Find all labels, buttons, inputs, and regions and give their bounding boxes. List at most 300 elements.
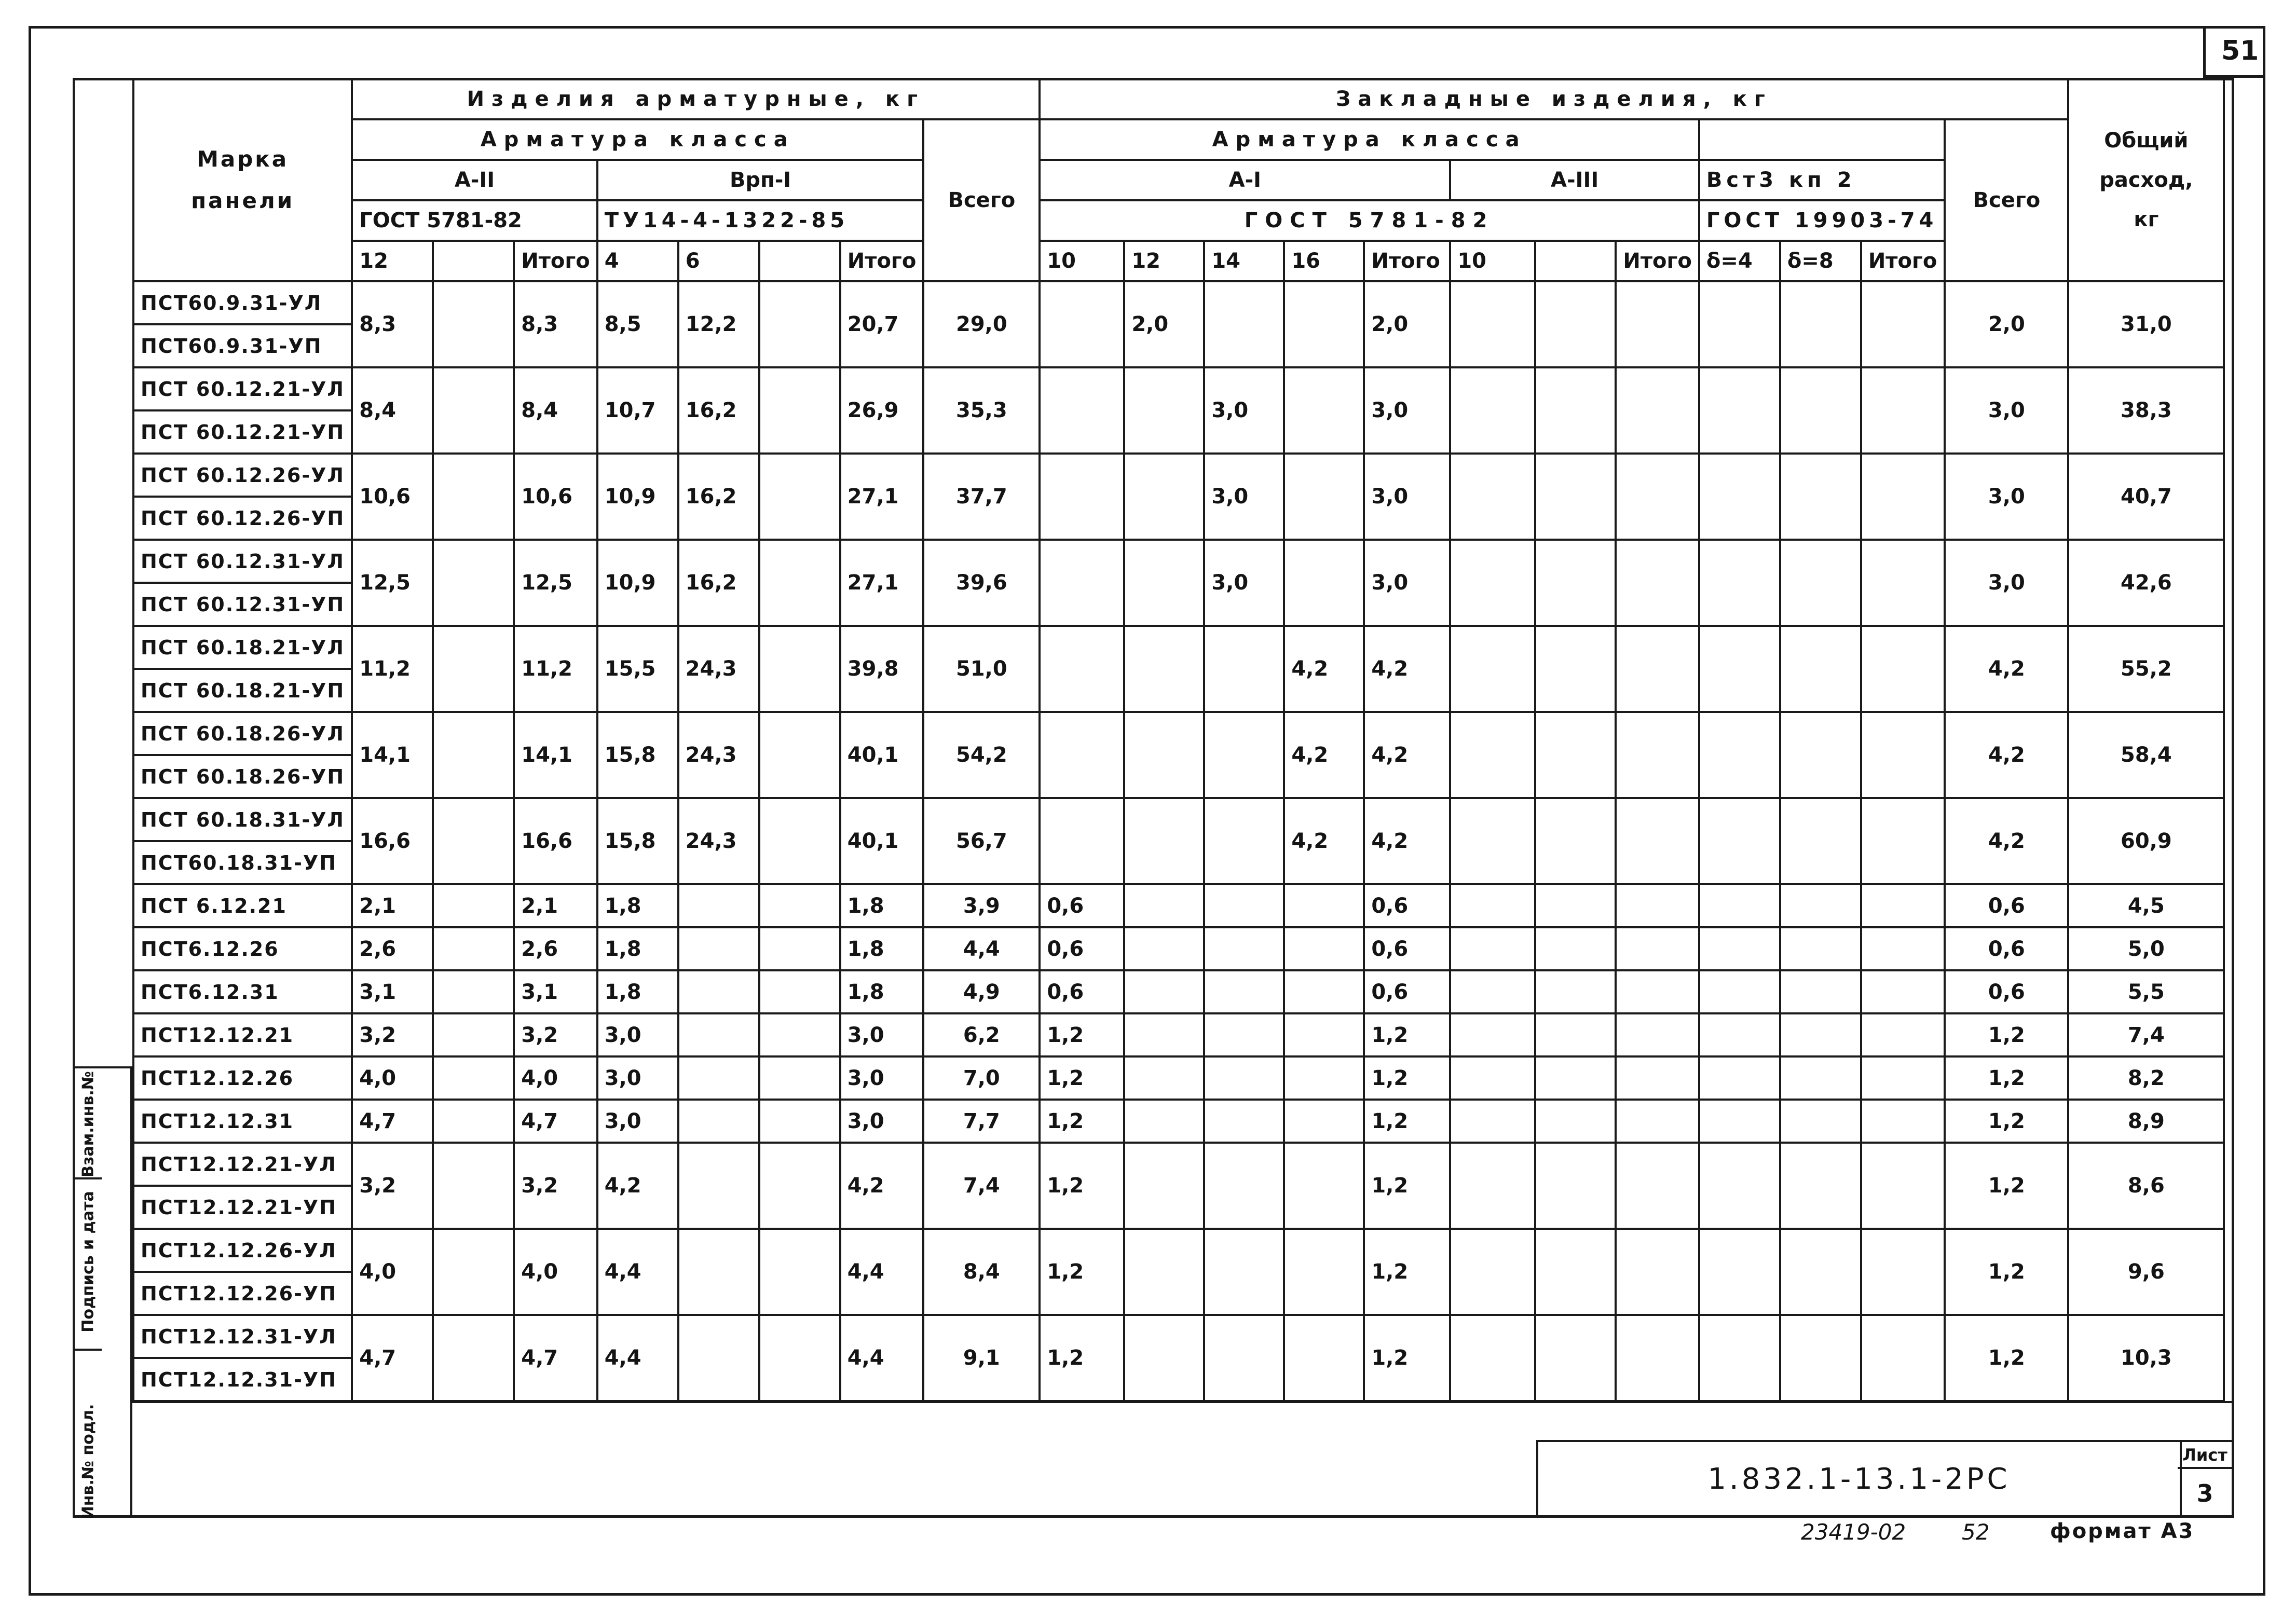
cell-vsego-2: 4,2 bbox=[1945, 798, 2068, 884]
cell-a1-16 bbox=[1284, 1100, 1364, 1143]
cell-marka: ПСТ60.9.31-УЛ bbox=[133, 281, 352, 324]
cell-obshiy: 55,2 bbox=[2068, 626, 2224, 712]
cell-marka: ПСТ6.12.31 bbox=[133, 970, 352, 1013]
cell-vrp-blank bbox=[759, 626, 840, 712]
cell-vsego-1: 54,2 bbox=[923, 712, 1040, 798]
cell-a3-blank bbox=[1535, 884, 1616, 927]
cell-obshiy: 38,3 bbox=[2068, 367, 2224, 454]
cell-a1-12 bbox=[1124, 1315, 1204, 1401]
cell-vst-d4 bbox=[1699, 1056, 1780, 1100]
cell-marka: ПСТ 6.12.21 bbox=[133, 884, 352, 927]
cell-vrp-itogo: 1,8 bbox=[840, 970, 924, 1013]
cell-a2-12: 3,2 bbox=[352, 1013, 433, 1056]
header-marka: Марка панели bbox=[133, 79, 352, 281]
cell-a2-12: 3,2 bbox=[352, 1143, 433, 1229]
cell-vrp-6 bbox=[678, 927, 759, 970]
sub-a3-blank bbox=[1535, 241, 1616, 281]
cell-marka: ПСТ12.12.26-УЛ bbox=[133, 1229, 352, 1272]
cell-marka: ПСТ12.12.21-УЛ bbox=[133, 1143, 352, 1186]
cell-a2-blank bbox=[433, 367, 514, 454]
cell-a3-itogo bbox=[1616, 1315, 1699, 1401]
cell-a1-14: 3,0 bbox=[1204, 540, 1284, 626]
cell-vrp-6: 24,3 bbox=[678, 626, 759, 712]
sheet-number: 51 bbox=[2221, 35, 2259, 66]
cell-vrp-6 bbox=[678, 1229, 759, 1315]
cell-a2-itogo: 10,6 bbox=[514, 454, 597, 540]
cell-a3-itogo bbox=[1616, 927, 1699, 970]
cell-a2-itogo: 3,2 bbox=[514, 1013, 597, 1056]
cell-a3-10 bbox=[1450, 540, 1535, 626]
cell-a2-12: 16,6 bbox=[352, 798, 433, 884]
side-label-inv: Инв.№ подл. bbox=[79, 1404, 98, 1519]
header-gost-5781-a: ГОСТ 5781-82 bbox=[352, 200, 597, 241]
cell-a3-itogo bbox=[1616, 1100, 1699, 1143]
table-row bbox=[133, 540, 2224, 583]
cell-vst-d4 bbox=[1699, 1013, 1780, 1056]
cell-a1-10: 1,2 bbox=[1040, 1100, 1124, 1143]
cell-marka: ПСТ60.18.31-УП bbox=[133, 841, 352, 884]
cell-vst-itogo bbox=[1861, 1013, 1945, 1056]
cell-vrp-blank bbox=[759, 1056, 840, 1100]
cell-a2-12: 8,3 bbox=[352, 281, 433, 367]
cell-marka: ПСТ6.12.26 bbox=[133, 927, 352, 970]
cell-vst-d4 bbox=[1699, 454, 1780, 540]
cell-a3-itogo bbox=[1616, 970, 1699, 1013]
cell-vst-d8 bbox=[1780, 626, 1861, 712]
sub-a3-10: 10 bbox=[1450, 241, 1535, 281]
cell-a2-12: 4,0 bbox=[352, 1056, 433, 1100]
cell-a1-12 bbox=[1124, 1143, 1204, 1229]
table-row bbox=[133, 712, 2224, 755]
cell-vst-itogo bbox=[1861, 454, 1945, 540]
cell-marka: ПСТ12.12.31 bbox=[133, 1100, 352, 1143]
cell-vsego-1: 6,2 bbox=[923, 1013, 1040, 1056]
cell-vrp-4: 3,0 bbox=[597, 1013, 678, 1056]
cell-a1-14 bbox=[1204, 884, 1284, 927]
cell-vrp-6 bbox=[678, 1013, 759, 1056]
cell-vrp-4: 3,0 bbox=[597, 1100, 678, 1143]
cell-a2-itogo: 4,0 bbox=[514, 1056, 597, 1100]
cell-marka: ПСТ 60.18.26-УП bbox=[133, 755, 352, 798]
sub-a3-itogo: Итого bbox=[1616, 241, 1699, 281]
cell-a2-12: 11,2 bbox=[352, 626, 433, 712]
sub-vrp-blank bbox=[759, 241, 840, 281]
cell-vrp-itogo: 4,4 bbox=[840, 1315, 924, 1401]
table-row bbox=[133, 1315, 2224, 1358]
cell-a1-itogo: 0,6 bbox=[1364, 970, 1450, 1013]
cell-vrp-6: 12,2 bbox=[678, 281, 759, 367]
footer-format: формат А3 bbox=[2050, 1519, 2195, 1543]
cell-vrp-blank bbox=[759, 798, 840, 884]
cell-a3-itogo bbox=[1616, 1056, 1699, 1100]
cell-obshiy: 4,5 bbox=[2068, 884, 2224, 927]
cell-a2-blank bbox=[433, 1229, 514, 1315]
cell-a3-itogo bbox=[1616, 626, 1699, 712]
sub-vst-d4: δ=4 bbox=[1699, 241, 1780, 281]
cell-obshiy: 31,0 bbox=[2068, 281, 2224, 367]
cell-vsego-1: 37,7 bbox=[923, 454, 1040, 540]
footer-num: 52 bbox=[1962, 1519, 1990, 1545]
header-armatura-klassa-2: Арматура класса bbox=[1040, 119, 1699, 160]
cell-vsego-2: 4,2 bbox=[1945, 712, 2068, 798]
cell-a1-itogo: 3,0 bbox=[1364, 540, 1450, 626]
cell-a3-10 bbox=[1450, 1100, 1535, 1143]
cell-a2-blank bbox=[433, 884, 514, 927]
cell-a1-12 bbox=[1124, 1013, 1204, 1056]
cell-vrp-6 bbox=[678, 1315, 759, 1401]
cell-a2-blank bbox=[433, 1100, 514, 1143]
cell-vst-d8 bbox=[1780, 540, 1861, 626]
cell-a1-10: 0,6 bbox=[1040, 970, 1124, 1013]
cell-a3-blank bbox=[1535, 281, 1616, 367]
cell-a3-itogo bbox=[1616, 1143, 1699, 1229]
cell-a2-12: 3,1 bbox=[352, 970, 433, 1013]
cell-a2-blank bbox=[433, 1315, 514, 1401]
cell-vrp-4: 10,9 bbox=[597, 540, 678, 626]
cell-a3-itogo bbox=[1616, 884, 1699, 927]
cell-vst-d4 bbox=[1699, 1100, 1780, 1143]
cell-vrp-6 bbox=[678, 1143, 759, 1229]
cell-vsego-1: 9,1 bbox=[923, 1315, 1040, 1401]
cell-marka: ПСТ 60.12.31-УЛ bbox=[133, 540, 352, 583]
cell-vst-d8 bbox=[1780, 367, 1861, 454]
cell-a2-12: 4,0 bbox=[352, 1229, 433, 1315]
cell-a1-itogo: 4,2 bbox=[1364, 798, 1450, 884]
cell-vst-itogo bbox=[1861, 281, 1945, 367]
cell-a1-14 bbox=[1204, 927, 1284, 970]
cell-a1-10 bbox=[1040, 798, 1124, 884]
table-row bbox=[133, 884, 2224, 927]
footer-doc: 23419-02 bbox=[1801, 1519, 1906, 1545]
cell-vst-d4 bbox=[1699, 1143, 1780, 1229]
table-row bbox=[133, 1056, 2224, 1100]
cell-a3-10 bbox=[1450, 798, 1535, 884]
sub-a1-14: 14 bbox=[1204, 241, 1284, 281]
cell-a3-10 bbox=[1450, 712, 1535, 798]
cell-a1-12 bbox=[1124, 626, 1204, 712]
cell-a1-14 bbox=[1204, 281, 1284, 367]
cell-vrp-6: 24,3 bbox=[678, 712, 759, 798]
cell-vst-d8 bbox=[1780, 970, 1861, 1013]
cell-vst-d8 bbox=[1780, 884, 1861, 927]
table-row bbox=[133, 454, 2224, 497]
header-armatura-klassa-1: Арматура класса bbox=[352, 119, 923, 160]
side-label-podpis: Подпись и дата bbox=[79, 1191, 98, 1333]
table-row bbox=[133, 970, 2224, 1013]
cell-vrp-6: 16,2 bbox=[678, 367, 759, 454]
cell-a1-14: 3,0 bbox=[1204, 367, 1284, 454]
cell-a2-itogo: 16,6 bbox=[514, 798, 597, 884]
cell-a3-10 bbox=[1450, 1143, 1535, 1229]
cell-marka: ПСТ 60.12.21-УП bbox=[133, 410, 352, 454]
header-izdelia-armaturnye: Изделия арматурные, кг bbox=[352, 79, 1040, 119]
bottom-rule bbox=[132, 1401, 2234, 1403]
cell-vrp-itogo: 26,9 bbox=[840, 367, 924, 454]
cell-a2-12: 12,5 bbox=[352, 540, 433, 626]
cell-a2-itogo: 4,7 bbox=[514, 1100, 597, 1143]
spec-table bbox=[132, 78, 2225, 1402]
cell-vrp-4: 4,2 bbox=[597, 1143, 678, 1229]
cell-vsego-1: 7,0 bbox=[923, 1056, 1040, 1100]
cell-a1-12 bbox=[1124, 454, 1204, 540]
cell-obshiy: 40,7 bbox=[2068, 454, 2224, 540]
cell-a1-itogo: 1,2 bbox=[1364, 1229, 1450, 1315]
cell-vrp-4: 15,8 bbox=[597, 798, 678, 884]
cell-a1-12 bbox=[1124, 798, 1204, 884]
cell-vrp-6: 16,2 bbox=[678, 540, 759, 626]
cell-marka: ПСТ12.12.31-УП bbox=[133, 1358, 352, 1401]
cell-a3-itogo bbox=[1616, 1229, 1699, 1315]
cell-a1-14 bbox=[1204, 1056, 1284, 1100]
table-row bbox=[133, 1013, 2224, 1056]
header-vsego-2: Всего bbox=[1945, 119, 2068, 281]
cell-a1-10: 0,6 bbox=[1040, 884, 1124, 927]
cell-a3-blank bbox=[1535, 1100, 1616, 1143]
cell-vrp-itogo: 40,1 bbox=[840, 712, 924, 798]
cell-a3-blank bbox=[1535, 367, 1616, 454]
cell-a1-14 bbox=[1204, 1143, 1284, 1229]
cell-a1-12 bbox=[1124, 540, 1204, 626]
cell-a3-itogo bbox=[1616, 367, 1699, 454]
cell-a2-blank bbox=[433, 626, 514, 712]
cell-obshiy: 5,5 bbox=[2068, 970, 2224, 1013]
cell-a1-itogo: 1,2 bbox=[1364, 1013, 1450, 1056]
table-row bbox=[133, 798, 2224, 841]
header-zakladnye: Закладные изделия, кг bbox=[1040, 79, 2068, 119]
cell-a1-16 bbox=[1284, 367, 1364, 454]
stamp-list-label: Лист bbox=[2178, 1442, 2232, 1469]
cell-vrp-itogo: 4,4 bbox=[840, 1229, 924, 1315]
sub-a1-16: 16 bbox=[1284, 241, 1364, 281]
cell-obshiy: 8,9 bbox=[2068, 1100, 2224, 1143]
cell-a2-12: 8,4 bbox=[352, 367, 433, 454]
cell-a1-14 bbox=[1204, 1229, 1284, 1315]
cell-marka: ПСТ 60.18.21-УЛ bbox=[133, 626, 352, 669]
cell-obshiy: 42,6 bbox=[2068, 540, 2224, 626]
cell-vrp-blank bbox=[759, 1229, 840, 1315]
cell-vsego-1: 7,7 bbox=[923, 1100, 1040, 1143]
cell-a1-itogo: 1,2 bbox=[1364, 1100, 1450, 1143]
side-label-vzam: Взам.инв.№ bbox=[79, 1071, 98, 1177]
cell-a2-blank bbox=[433, 1056, 514, 1100]
cell-a1-itogo: 1,2 bbox=[1364, 1315, 1450, 1401]
cell-marka: ПСТ 60.12.31-УП bbox=[133, 583, 352, 626]
cell-vrp-6: 16,2 bbox=[678, 454, 759, 540]
cell-vst-d8 bbox=[1780, 1315, 1861, 1401]
cell-vrp-blank bbox=[759, 1013, 840, 1056]
cell-obshiy: 10,3 bbox=[2068, 1315, 2224, 1401]
cell-vrp-4: 15,5 bbox=[597, 626, 678, 712]
cell-vrp-4: 15,8 bbox=[597, 712, 678, 798]
cell-vrp-6 bbox=[678, 1100, 759, 1143]
cell-vrp-itogo: 39,8 bbox=[840, 626, 924, 712]
cell-a1-10: 1,2 bbox=[1040, 1013, 1124, 1056]
sub-vrp-4: 4 bbox=[597, 241, 678, 281]
table-row bbox=[133, 1100, 2224, 1143]
cell-vst-d4 bbox=[1699, 712, 1780, 798]
cell-marka: ПСТ60.9.31-УП bbox=[133, 324, 352, 367]
cell-vsego-2: 1,2 bbox=[1945, 1056, 2068, 1100]
cell-a1-16 bbox=[1284, 1056, 1364, 1100]
cell-vrp-blank bbox=[759, 970, 840, 1013]
cell-vrp-itogo: 1,8 bbox=[840, 884, 924, 927]
cell-vst-d8 bbox=[1780, 281, 1861, 367]
cell-marka: ПСТ12.12.26-УП bbox=[133, 1272, 352, 1315]
cell-vrp-itogo: 1,8 bbox=[840, 927, 924, 970]
cell-a3-10 bbox=[1450, 626, 1535, 712]
cell-marka: ПСТ 60.18.31-УЛ bbox=[133, 798, 352, 841]
cell-marka: ПСТ 60.12.26-УП bbox=[133, 497, 352, 540]
cell-vst-itogo bbox=[1861, 540, 1945, 626]
cell-a1-itogo: 1,2 bbox=[1364, 1056, 1450, 1100]
cell-a3-blank bbox=[1535, 1056, 1616, 1100]
cell-vst-d4 bbox=[1699, 1229, 1780, 1315]
cell-vrp-4: 1,8 bbox=[597, 970, 678, 1013]
sub-a1-itogo: Итого bbox=[1364, 241, 1450, 281]
cell-vst-d4 bbox=[1699, 798, 1780, 884]
cell-vsego-2: 3,0 bbox=[1945, 540, 2068, 626]
cell-a3-10 bbox=[1450, 1229, 1535, 1315]
cell-a3-blank bbox=[1535, 712, 1616, 798]
cell-obshiy: 60,9 bbox=[2068, 798, 2224, 884]
cell-obshiy: 9,6 bbox=[2068, 1229, 2224, 1315]
cell-vrp-itogo: 4,2 bbox=[840, 1143, 924, 1229]
cell-a1-12 bbox=[1124, 970, 1204, 1013]
cell-vrp-4: 10,9 bbox=[597, 454, 678, 540]
cell-marka: ПСТ 60.18.21-УП bbox=[133, 669, 352, 712]
cell-vst-d4 bbox=[1699, 367, 1780, 454]
cell-a1-16 bbox=[1284, 927, 1364, 970]
cell-vrp-4: 1,8 bbox=[597, 927, 678, 970]
header-a2: А-II bbox=[352, 160, 597, 200]
stamp-code: 1.832.1-13.1-2РС bbox=[1538, 1442, 2182, 1516]
cell-vst-itogo bbox=[1861, 1315, 1945, 1401]
cell-vrp-4: 1,8 bbox=[597, 884, 678, 927]
cell-a3-blank bbox=[1535, 1229, 1616, 1315]
cell-a1-10 bbox=[1040, 626, 1124, 712]
cell-obshiy: 58,4 bbox=[2068, 712, 2224, 798]
cell-a2-itogo: 8,4 bbox=[514, 367, 597, 454]
cell-a3-blank bbox=[1535, 927, 1616, 970]
cell-vst-d8 bbox=[1780, 1143, 1861, 1229]
cell-a2-12: 2,6 bbox=[352, 927, 433, 970]
cell-a1-10: 0,6 bbox=[1040, 927, 1124, 970]
cell-vst-d8 bbox=[1780, 454, 1861, 540]
cell-a1-16 bbox=[1284, 884, 1364, 927]
cell-a3-10 bbox=[1450, 281, 1535, 367]
cell-vst-itogo bbox=[1861, 1056, 1945, 1100]
cell-a1-12 bbox=[1124, 884, 1204, 927]
cell-a1-16 bbox=[1284, 1229, 1364, 1315]
cell-obshiy: 8,6 bbox=[2068, 1143, 2224, 1229]
cell-a2-itogo: 8,3 bbox=[514, 281, 597, 367]
cell-a3-blank bbox=[1535, 970, 1616, 1013]
cell-a3-itogo bbox=[1616, 540, 1699, 626]
cell-vst-d8 bbox=[1780, 712, 1861, 798]
cell-vst-d8 bbox=[1780, 1056, 1861, 1100]
cell-a1-14 bbox=[1204, 626, 1284, 712]
cell-a2-12: 14,1 bbox=[352, 712, 433, 798]
cell-vrp-blank bbox=[759, 712, 840, 798]
cell-vrp-4: 8,5 bbox=[597, 281, 678, 367]
cell-vst-itogo bbox=[1861, 626, 1945, 712]
cell-vsego-2: 0,6 bbox=[1945, 927, 2068, 970]
cell-vsego-2: 3,0 bbox=[1945, 367, 2068, 454]
table-row bbox=[133, 927, 2224, 970]
cell-a2-blank bbox=[433, 970, 514, 1013]
sub-vrp-itogo: Итого bbox=[840, 241, 924, 281]
cell-a2-blank bbox=[433, 798, 514, 884]
cell-vrp-6 bbox=[678, 970, 759, 1013]
header-vst3: Вст3 кп 2 bbox=[1699, 160, 1945, 200]
cell-obshiy: 8,2 bbox=[2068, 1056, 2224, 1100]
cell-vsego-2: 1,2 bbox=[1945, 1143, 2068, 1229]
cell-vsego-1: 4,4 bbox=[923, 927, 1040, 970]
cell-a1-12 bbox=[1124, 367, 1204, 454]
cell-vsego-1: 51,0 bbox=[923, 626, 1040, 712]
cell-a1-12 bbox=[1124, 1100, 1204, 1143]
cell-vsego-2: 4,2 bbox=[1945, 626, 2068, 712]
cell-a1-14 bbox=[1204, 712, 1284, 798]
cell-a3-blank bbox=[1535, 1143, 1616, 1229]
cell-marka: ПСТ12.12.21-УП bbox=[133, 1186, 352, 1229]
cell-vst-d8 bbox=[1780, 1229, 1861, 1315]
header-blank-vst bbox=[1699, 119, 1945, 160]
cell-a1-14 bbox=[1204, 1100, 1284, 1143]
cell-a1-10 bbox=[1040, 454, 1124, 540]
cell-a1-16 bbox=[1284, 1143, 1364, 1229]
cell-a1-itogo: 0,6 bbox=[1364, 927, 1450, 970]
cell-vsego-1: 29,0 bbox=[923, 281, 1040, 367]
sub-a2-itogo: Итого bbox=[514, 241, 597, 281]
cell-vst-itogo bbox=[1861, 927, 1945, 970]
cell-vrp-4: 3,0 bbox=[597, 1056, 678, 1100]
cell-a1-10 bbox=[1040, 712, 1124, 798]
cell-vrp-blank bbox=[759, 1315, 840, 1401]
cell-a2-itogo: 2,1 bbox=[514, 884, 597, 927]
cell-vst-d4 bbox=[1699, 970, 1780, 1013]
cell-a3-10 bbox=[1450, 884, 1535, 927]
cell-a2-blank bbox=[433, 712, 514, 798]
sub-a2-12: 12 bbox=[352, 241, 433, 281]
cell-vst-d8 bbox=[1780, 1100, 1861, 1143]
side-sep bbox=[75, 1177, 102, 1179]
cell-a3-itogo bbox=[1616, 454, 1699, 540]
cell-a3-itogo bbox=[1616, 798, 1699, 884]
cell-vsego-2: 1,2 bbox=[1945, 1100, 2068, 1143]
cell-a2-itogo: 3,2 bbox=[514, 1143, 597, 1229]
cell-a1-16 bbox=[1284, 281, 1364, 367]
cell-vsego-1: 3,9 bbox=[923, 884, 1040, 927]
cell-a2-12: 4,7 bbox=[352, 1100, 433, 1143]
cell-vsego-2: 0,6 bbox=[1945, 970, 2068, 1013]
sub-vst-itogo: Итого bbox=[1861, 241, 1945, 281]
cell-a2-blank bbox=[433, 281, 514, 367]
table-row bbox=[133, 1229, 2224, 1272]
cell-obshiy: 5,0 bbox=[2068, 927, 2224, 970]
cell-vsego-1: 39,6 bbox=[923, 540, 1040, 626]
header-vsego-1: Всего bbox=[923, 119, 1040, 281]
cell-a3-10 bbox=[1450, 970, 1535, 1013]
side-sep bbox=[75, 1349, 102, 1351]
cell-vrp-itogo: 3,0 bbox=[840, 1013, 924, 1056]
cell-vrp-6 bbox=[678, 1056, 759, 1100]
cell-vsego-2: 1,2 bbox=[1945, 1229, 2068, 1315]
cell-a1-10: 1,2 bbox=[1040, 1229, 1124, 1315]
cell-a1-10: 1,2 bbox=[1040, 1315, 1124, 1401]
cell-vst-d4 bbox=[1699, 626, 1780, 712]
cell-vrp-itogo: 3,0 bbox=[840, 1056, 924, 1100]
